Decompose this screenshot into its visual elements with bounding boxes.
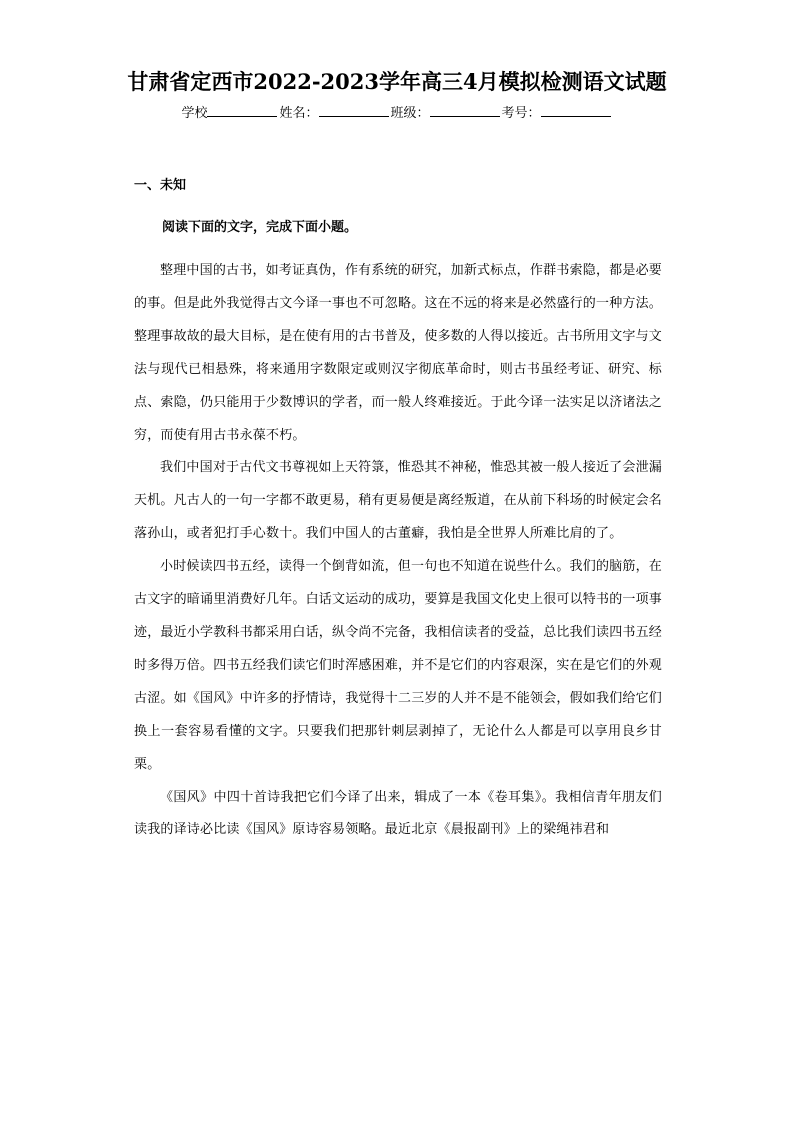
class-label: 班级： [390, 106, 430, 121]
passage-paragraph: 《国风》中四十首诗我把它们今译了出来，辑成了一本《卷耳集》。我相信青年朋友们读我的译诗必比读《国风》原诗容易领略。最近北京《晨报副刊》上的梁绳祎君和 [134, 789, 662, 838]
student-info-line [0, 102, 794, 124]
section-heading: 一、未知 [134, 178, 187, 193]
exam-no-blank[interactable] [541, 102, 611, 117]
school-blank[interactable] [207, 102, 277, 117]
exam-no-label: 考号： [501, 106, 541, 121]
name-label: 姓名： [279, 106, 319, 121]
school-label: 学校 [181, 106, 208, 121]
document-title: 甘肃省定西市2022-2023学年高三4月模拟检测语文试题 [127, 69, 667, 94]
reading-passage [134, 255, 662, 847]
reading-instruction: 阅读下面的文字，完成下面小题。 [162, 220, 358, 235]
passage-paragraph: 小时候读四书五经，读得一个倒背如流，但一句也不知道在说些什么。我们的脑筋，在古文字的暗诵里消费好几年。白话文运动的成功，要算是我国文化史上很可以特书的一项事迹，最近小学教科书都采用白话，纵令尚不完备，我相信读者的受益，总比我们读四书五经时多得万倍。四书五经我们读它们时浑感困难，并不是它们的内容艰深，实在是它们的外观古涩。如《国风》中许多的抒情诗，我觉得十二三岁的人并不是不能领会，假如我们给它们换上一套容易看懂的文字。只要我们把那针刺层剥掉了，无论什么人都是可以享用良乡甘栗。 [134, 559, 663, 772]
passage-paragraph: 整理中国的古书，如考证真伪，作有系统的研究，加新式标点，作群书索隐，都是必要的事。但是此外我觉得古文今译一事也不可忽略。这在不远的将来是必然盛行的一种方法。整理事故故的最大目标，是在使有用的古书普及，使多数的人得以接近。古书所用文字与文法与现代已相悬殊，将来通用字数限定或则汉字彻底革命时，则古书虽经考证、研究、标点、索隐，仍只能用于少数博识的学者，而一般人终难接近。于此今译一法实足以济诸法之穷，而使有用古书永葆不朽。 [134, 263, 663, 443]
passage-paragraph: 我们中国对于古代文书尊视如上天符箓，惟恐其不神秘，惟恐其被一般人接近了会泄漏天机。凡古人的一句一字都不敢更易，稍有更易便是离经叛道，在从前下科场的时候定会名落孙山，或者犯打手心数十。我们中国人的古董癖，我怕是全世界人所难比肩的了。 [134, 460, 663, 542]
name-blank[interactable] [319, 102, 389, 117]
class-blank[interactable] [430, 102, 500, 117]
